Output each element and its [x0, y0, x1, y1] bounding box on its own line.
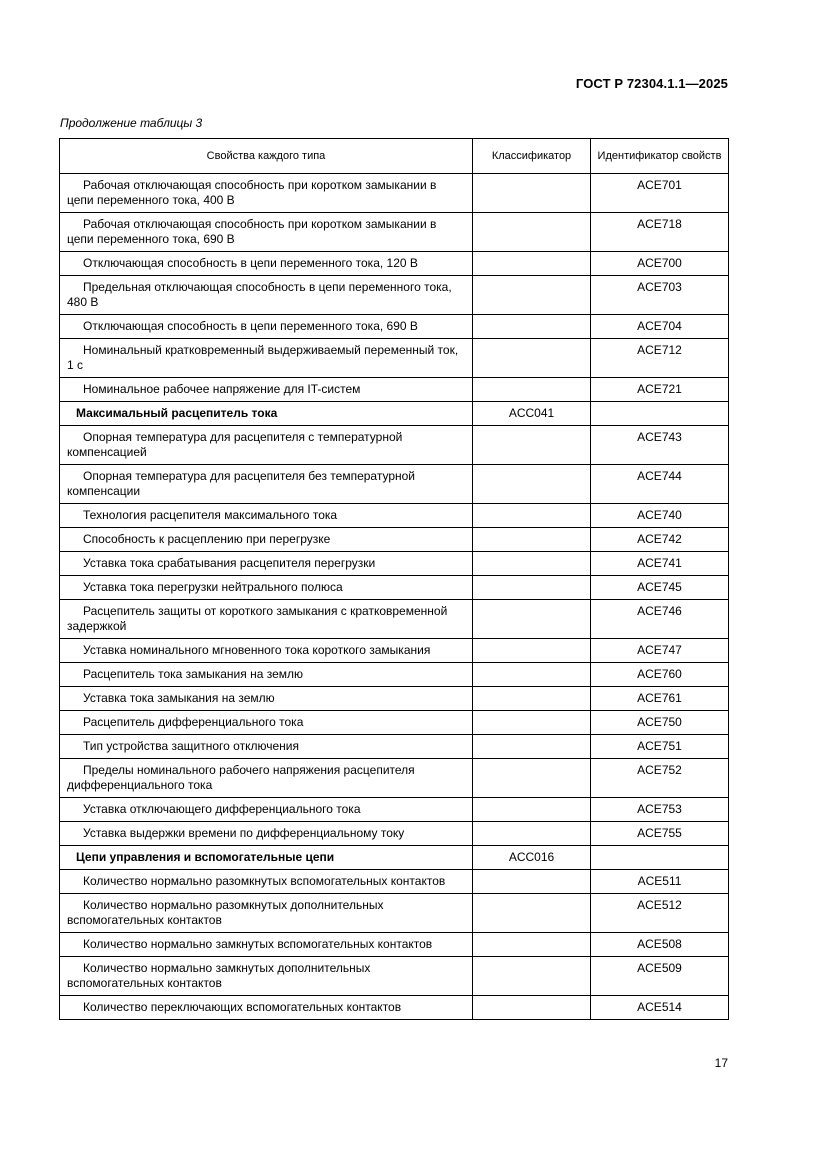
identifier-cell: ACE511: [591, 870, 729, 894]
table-row: [60, 552, 729, 576]
identifier-cell: ACE747: [591, 639, 729, 663]
classifier-cell: [473, 315, 591, 339]
identifier-cell: ACE700: [591, 252, 729, 276]
identifier-cell: ACE740: [591, 504, 729, 528]
property-cell: Расцепитель дифференциального тока: [60, 711, 473, 735]
property-cell: Тип устройства защитного отключения: [60, 735, 473, 759]
identifier-cell: ACE753: [591, 798, 729, 822]
property-cell: Предельная отключающая способность в цепи переменного тока, 480 В: [60, 276, 473, 315]
property-cell: Пределы номинального рабочего напряжения расцепителя дифференциального тока: [60, 759, 473, 798]
classifier-cell: [473, 735, 591, 759]
classifier-cell: [473, 798, 591, 822]
property-cell: Номинальное рабочее напряжение для IT-систем: [60, 378, 473, 402]
classifier-cell: [473, 639, 591, 663]
property-cell: Номинальный кратковременный выдерживаемый переменный ток, 1 с: [60, 339, 473, 378]
property-cell: Количество нормально разомкнутых дополнительных вспомогательных контактов: [60, 894, 473, 933]
classifier-cell: [473, 996, 591, 1020]
section-row: [60, 402, 729, 426]
identifier-cell: ACE742: [591, 528, 729, 552]
table-row: [60, 576, 729, 600]
identifier-cell: ACE744: [591, 465, 729, 504]
identifier-cell: [591, 846, 729, 870]
table-row: [60, 639, 729, 663]
table-header-row: [60, 139, 729, 174]
identifier-cell: ACE701: [591, 174, 729, 213]
identifier-cell: ACE746: [591, 600, 729, 639]
property-cell: Уставка выдержки времени по дифференциальному току: [60, 822, 473, 846]
property-cell: Уставка тока перегрузки нейтрального полюса: [60, 576, 473, 600]
property-cell: Способность к расцеплению при перегрузке: [60, 528, 473, 552]
property-cell: Опорная температура для расцепителя без температурной компенсации: [60, 465, 473, 504]
table-caption: Продолжение таблицы 3: [60, 116, 203, 130]
classifier-cell: [473, 576, 591, 600]
classifier-cell: [473, 687, 591, 711]
identifier-cell: ACE704: [591, 315, 729, 339]
identifier-cell: [591, 402, 729, 426]
table-row: [60, 252, 729, 276]
table-body: [60, 174, 729, 1020]
identifier-cell: ACE712: [591, 339, 729, 378]
property-cell: Уставка тока замыкания на землю: [60, 687, 473, 711]
properties-table: [59, 138, 729, 1020]
identifier-cell: ACE509: [591, 957, 729, 996]
identifier-cell: ACE508: [591, 933, 729, 957]
classifier-cell: [473, 552, 591, 576]
property-cell: Рабочая отключающая способность при коротком замыкании в цепи переменного тока, 400 В: [60, 174, 473, 213]
column-header-identifier: Идентификатор свойств: [591, 139, 729, 174]
table-row: [60, 504, 729, 528]
table-row: [60, 996, 729, 1020]
classifier-cell: [473, 870, 591, 894]
property-cell: Количество нормально замкнутых дополнительных вспомогательных контактов: [60, 957, 473, 996]
classifier-cell: [473, 426, 591, 465]
classifier-cell: [473, 600, 591, 639]
table-row: [60, 957, 729, 996]
table-row: [60, 174, 729, 213]
table-row: [60, 465, 729, 504]
table-row: [60, 711, 729, 735]
identifier-cell: ACE745: [591, 576, 729, 600]
table-row: [60, 687, 729, 711]
identifier-cell: ACE743: [591, 426, 729, 465]
identifier-cell: ACE512: [591, 894, 729, 933]
identifier-cell: ACE755: [591, 822, 729, 846]
table-row: [60, 213, 729, 252]
identifier-cell: ACE751: [591, 735, 729, 759]
classifier-cell: [473, 465, 591, 504]
table-row: [60, 600, 729, 639]
identifier-cell: ACE750: [591, 711, 729, 735]
property-cell: Уставка отключающего дифференциального тока: [60, 798, 473, 822]
table-row: [60, 378, 729, 402]
identifier-cell: ACE741: [591, 552, 729, 576]
property-cell: Уставка тока срабатывания расцепителя перегрузки: [60, 552, 473, 576]
table-row: [60, 426, 729, 465]
classifier-cell: [473, 957, 591, 996]
table-row: [60, 528, 729, 552]
classifier-cell: [473, 711, 591, 735]
table-row: [60, 759, 729, 798]
classifier-cell: ACC016: [473, 846, 591, 870]
document-header: ГОСТ Р 72304.1.1—2025: [575, 76, 728, 91]
property-cell: Отключающая способность в цепи переменного тока, 690 В: [60, 315, 473, 339]
column-header-properties: Свойства каждого типа: [60, 139, 473, 174]
classifier-cell: [473, 663, 591, 687]
page-number: 17: [714, 1056, 728, 1070]
classifier-cell: [473, 174, 591, 213]
section-row: [60, 846, 729, 870]
property-cell: Количество нормально замкнутых вспомогательных контактов: [60, 933, 473, 957]
classifier-cell: [473, 378, 591, 402]
table-row: [60, 822, 729, 846]
identifier-cell: ACE752: [591, 759, 729, 798]
identifier-cell: ACE761: [591, 687, 729, 711]
property-cell: Количество переключающих вспомогательных контактов: [60, 996, 473, 1020]
classifier-cell: [473, 339, 591, 378]
table-row: [60, 276, 729, 315]
table-row: [60, 870, 729, 894]
property-cell: Расцепитель защиты от короткого замыкания с кратковременной задержкой: [60, 600, 473, 639]
classifier-cell: ACC041: [473, 402, 591, 426]
table-row: [60, 315, 729, 339]
table-row: [60, 735, 729, 759]
classifier-cell: [473, 504, 591, 528]
classifier-cell: [473, 276, 591, 315]
classifier-cell: [473, 213, 591, 252]
classifier-cell: [473, 252, 591, 276]
classifier-cell: [473, 759, 591, 798]
identifier-cell: ACE721: [591, 378, 729, 402]
property-cell: Количество нормально разомкнутых вспомогательных контактов: [60, 870, 473, 894]
property-cell: Отключающая способность в цепи переменного тока, 120 В: [60, 252, 473, 276]
classifier-cell: [473, 894, 591, 933]
property-cell: Технология расцепителя максимального тока: [60, 504, 473, 528]
identifier-cell: ACE718: [591, 213, 729, 252]
classifier-cell: [473, 933, 591, 957]
identifier-cell: ACE760: [591, 663, 729, 687]
property-cell: Уставка номинального мгновенного тока короткого замыкания: [60, 639, 473, 663]
identifier-cell: ACE514: [591, 996, 729, 1020]
column-header-classifier: Классификатор: [473, 139, 591, 174]
property-cell: Цепи управления и вспомогательные цепи: [60, 846, 473, 870]
property-cell: Расцепитель тока замыкания на землю: [60, 663, 473, 687]
classifier-cell: [473, 528, 591, 552]
table-row: [60, 339, 729, 378]
property-cell: Рабочая отключающая способность при коротком замыкании в цепи переменного тока, 690 В: [60, 213, 473, 252]
table-row: [60, 798, 729, 822]
property-cell: Максимальный расцепитель тока: [60, 402, 473, 426]
table-row: [60, 894, 729, 933]
table-row: [60, 663, 729, 687]
classifier-cell: [473, 822, 591, 846]
identifier-cell: ACE703: [591, 276, 729, 315]
property-cell: Опорная температура для расцепителя с температурной компенсацией: [60, 426, 473, 465]
table-row: [60, 933, 729, 957]
